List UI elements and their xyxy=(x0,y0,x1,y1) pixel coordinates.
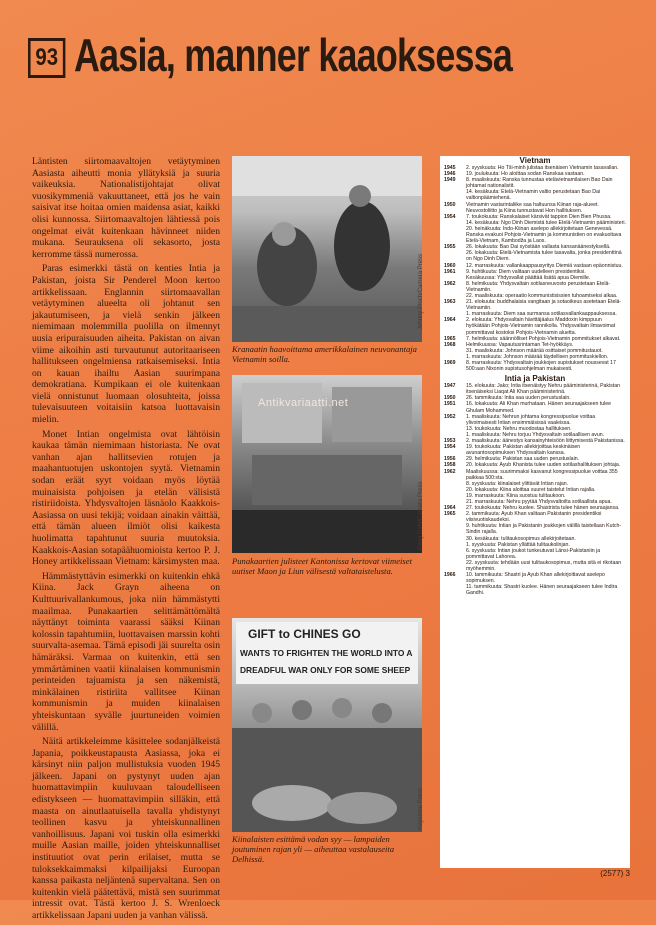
timeline-text: 19. toukokuuta: Pakistan allekirjoittaa keskinäisen avunantosopimuksen Yhdysvaltain kanssa. xyxy=(466,444,581,457)
timeline-year: 1969 xyxy=(444,360,456,366)
timeline-row xyxy=(440,444,630,456)
timeline-row xyxy=(440,189,630,201)
timeline-india-list xyxy=(440,383,630,596)
timeline-year: 1965 xyxy=(444,335,456,342)
timeline-year xyxy=(440,250,466,262)
timeline-row xyxy=(440,317,630,335)
timeline-text: 2. maaliskuuta: äänestys kansainyhteisöön liittymisestä Pakistanissa. xyxy=(466,438,625,445)
timeline-text: 6. syyskuuta: Intian joukot tunkeutuvat Länsi-Pakistaniin ja pommittavat Lahorea. xyxy=(466,547,601,560)
timeline-year: 1964 xyxy=(444,505,456,512)
timeline-year: 1962 xyxy=(444,280,456,287)
article-body xyxy=(32,156,220,925)
timeline-text: 2. tammikuuta: Ayub Khan valitaan Pakistanin presidentiksi viisivuotiskaudeksi. xyxy=(466,511,602,524)
timeline-year: 1953 xyxy=(444,438,456,445)
timeline-year: 1952 xyxy=(444,413,456,420)
timeline-text: 12. marraskuuta: vallankaappausyritys Diemiä vastaan epäonnistuu. xyxy=(466,262,623,269)
banner-text: WANTS TO FRIGHTEN THE WORLD INTO A xyxy=(240,648,413,658)
timeline-text: 2. elokuuta: Yhdysvaltain hävittäjäalus Maddoxin kimppuun hyökätään Pohjois-Vietnamin rannikolla. Yhdysvaltain ilmavoimat pommittavat kostoksi Pohjois-Vietnamin aluetta. xyxy=(466,317,616,336)
timeline-text: 26. lokakuuta: Etelä-Vietnamista tulee tasavalta, jonka presidenttinä on Ngo Dinh Diem. xyxy=(466,250,622,263)
timeline-text: Maaliskuussa: suurimmaksi kasvanut kongressipuolue voittaa 355 paikkaa 500:sta. xyxy=(466,468,618,481)
timeline-year xyxy=(440,548,466,560)
timeline-year: 1961 xyxy=(444,268,456,275)
timeline-text: 20. lokakuuta: Ayub Khanista tulee uuden sotilashallituksen johtaja. xyxy=(466,462,621,469)
timeline-year: 1954 xyxy=(444,444,456,451)
timeline-year: 1951 xyxy=(444,401,456,408)
timeline-row xyxy=(440,469,630,481)
timeline-text: 1. marraskuuta: Johnson määrää täydellisen pommituskiellon. xyxy=(466,353,609,360)
timeline-year: 1946 xyxy=(444,171,456,178)
timeline-text: Vietnamin vastarintaliike saa haltuunsa Kiinan raja-alueet. Neuvostoliitto ja Kiina tunnustavat Hon hallituksen. xyxy=(466,201,599,214)
timeline-year: 1949 xyxy=(444,177,456,184)
timeline-text: 26. tammikuuta: Intia saa uuden perustuslain. xyxy=(466,395,571,402)
timeline-text: 7. toukokuuta: Ranskalaiset kärsivät tappion Dien Bien Phussa. xyxy=(466,213,612,220)
photo-credit: Perry Dahl/Camera Press xyxy=(418,481,424,550)
article-paragraph: Läntisten siirtomaavaltojen vetäytyminen Aasiasta aiheutti monia yllätyksiä ja suuria vaikeuksia. Nationalistijohtajat olivat vuosikymmeniä vakuuttaneet, että jos he vain saisivat itse hoitaa omien maidensa asiat, kaikki olisi kunnossa. Siirtomaavaltojen lähtiessä pois ongelmat eivät kuitenkaan hävinneet niiden mukana. Seurauksena oli sekasorto, josta kerromme tässä numerossa. xyxy=(32,156,220,260)
timeline-row xyxy=(440,548,630,560)
timeline-text: 19. marraskuuta: Kiina suostuu tulitaukoon. xyxy=(466,492,566,499)
timeline-text: 29. helmikuuta: Pakistan saa uuden perustuslain. xyxy=(466,456,580,463)
timeline-year: 1965 xyxy=(444,511,456,518)
photo-protest xyxy=(232,618,422,832)
timeline-text: 10. tammikuuta: Shastri ja Ayub Khan allekirjoittavat aselepo sopimuksen. xyxy=(466,572,605,585)
timeline-text: Helmikuussa: Vapautusrintaman Tet-hyökkäys. xyxy=(466,341,574,348)
timeline-year xyxy=(440,560,466,572)
timeline-text: 20. heinäkuuta: Indo-Kiinan aselepo allekirjoitetaan Genevessä. Ranska evakuoi Pohjois-Vietnamin ja kommunistien on evakuoitava Etelä-Vietnam, Kambodža ja Laos. xyxy=(466,225,622,245)
timeline-text: 14. kesäkuuta: Ngo Dinh Diemistä tulee Etelä-Vietnamin pääministeri. xyxy=(466,219,626,226)
timeline-row xyxy=(440,401,630,413)
timeline-row xyxy=(440,250,630,262)
timeline-year: 1968 xyxy=(444,341,456,348)
timeline-text: 1. maaliskuuta: Nehrun johtama kongressipuolue voittaa ylivoimaisesti Intian ensimmäisissä vaaleissa. xyxy=(466,413,596,426)
timeline-text: 16. lokakuuta: Ali Khan murhataan. Hänen seuraajakseen tulee Ghulam Mohammed. xyxy=(466,401,612,414)
timeline-year: 1962 xyxy=(444,468,456,475)
timeline-text: 19. joulukuuta: Ho aloittaa sodan Ranskaa vastaan. xyxy=(466,171,585,178)
timeline-text: 7. helmikuuta: säännölliset Pohjois-Vietnamin pommitukset alkavat. xyxy=(466,335,621,342)
timeline-row xyxy=(440,584,630,596)
timeline-row xyxy=(440,360,630,372)
timeline-text: 15. elokuuta: Jako; Intia itsenäistyy Nehru pääministerinä, Pakistan itsenäiseksi Liaqat Ali Khan pääministerinä. xyxy=(466,383,620,396)
photo-soldier-image xyxy=(232,156,422,342)
timeline-row xyxy=(440,560,630,572)
timeline-year xyxy=(440,226,466,244)
timeline-row xyxy=(440,572,630,584)
article-paragraph: Paras esimerkki tästä on kenties Intia ja Pakistan, joista Sir Penderel Moon kertoo artikkelissaan. Englannin siirtomaavallan vetäytyminen alueelta oli johtanut sen jakautumiseen, ja vielä senkin jälkeen niemimaan molemmilla puolilla on ilmennyt uusia eripuraisuuden aiheita. Pakistan on aivan viime aikoihin asti turvautunut autoritaariseen hallitukseen ongelmiensa ratkaisemiseksi. Intia on kauan ihailtu Aasian suurimpana demokratiana. Kumpikaan ei ole kuitenkaan vielä onnistunut luomaan olosuhteita, joissa tulevaisuuteen voitaisiin katsoa luottavaisin mielin. xyxy=(32,263,220,426)
timeline-row xyxy=(440,281,630,293)
timeline-row xyxy=(440,202,630,214)
timeline-year xyxy=(440,189,466,201)
photo-credit: Keystone Press xyxy=(418,787,424,830)
timeline-year: 1956 xyxy=(444,456,456,463)
timeline-row xyxy=(440,177,630,189)
timeline-text: 11. tammikuuta: Shastri kuolee. Hänen seuraajakseen tulee Indira Gandhi. xyxy=(466,584,618,597)
photo-protest-image xyxy=(232,618,422,832)
timeline-text: 8. marraskuuta: Yhdysvaltain joukkojen supistukset noussevat 17 500:aan Nixonin supistusohjelman mukaisesti. xyxy=(466,360,616,373)
timeline-row xyxy=(440,523,630,535)
timeline-year: 1947 xyxy=(444,383,456,390)
timeline-year: 1955 xyxy=(444,244,456,251)
timeline-text: 30. kesäkuuta: tulitaukosopimus allekirjoitetaan. xyxy=(466,535,576,542)
timeline-text: 31. maaliskuuta: Johnson määrää osittaiset pommitustauot. xyxy=(466,347,603,354)
timeline-text: 13. toukokuuta: Nehru muodostaa hallituksen. xyxy=(466,425,572,432)
watermark: Antikvariaatti.net xyxy=(258,397,349,409)
timeline-text: 2. syyskuuta: Ho Tši-minh julistaa itsenäisen Vietnamin tasavallan. xyxy=(466,165,619,171)
timeline-year: 1950 xyxy=(444,395,456,402)
issue-number: 93 xyxy=(28,38,65,78)
header xyxy=(28,29,628,94)
timeline-year xyxy=(440,584,466,596)
timeline-row xyxy=(440,511,630,523)
page-title: Aasia, manner kaaoksessa xyxy=(74,29,513,81)
timeline-year: 1954 xyxy=(444,213,456,220)
timeline-text: 9. huhtikuuta: Diem valitaan uudelleen presidentiksi. xyxy=(466,268,586,275)
timeline-text: 27. toukokuuta: Nehru kuolee. Shastrista tulee hänen seuraajansa. xyxy=(466,505,620,512)
timeline-text: 20. lokakuuta: Kiina aloittaa suuret taistelut Intian rajalla. xyxy=(466,486,596,493)
timeline-year: 1964 xyxy=(444,317,456,324)
timeline-heading-india: Intia ja Pakistan xyxy=(504,374,566,384)
timeline-heading-vietnam: Vietnam xyxy=(519,156,551,165)
timeline-vietnam-list xyxy=(440,165,630,372)
timeline-year xyxy=(440,523,466,535)
timeline-row xyxy=(440,299,630,311)
timeline-text: Kesäkuussa: Yhdysvallat päättää lisätä apua Diemille. xyxy=(466,274,591,281)
timeline-text: 1. marraskuuta: Diem saa surmansa sotilasvallankaappauksessa. xyxy=(466,311,617,318)
banner-text: GIFT to CHINES GO xyxy=(248,627,361,641)
timeline-year: 1958 xyxy=(444,462,456,469)
timeline-text: 26. lokakuuta: Bao Dai syöstään vallasta kansanäänestyksellä. xyxy=(466,244,611,251)
timeline-row xyxy=(440,383,630,395)
timeline-text: 14. kesäkuuta: Etelä-Vietnamin valtio perustetaan Bao Dai valtionpäämiehenä. xyxy=(466,189,600,202)
timeline-sidebar xyxy=(440,156,630,868)
timeline-text: 22. maaliskuuta: operaatio kommunistisissien tuhoamiseksi alkaa. xyxy=(466,292,618,299)
page-number: (2577) 3 xyxy=(600,869,630,878)
photo-caption: Kiinalaisten esittämä vodan syy — lampaiden joutuminen rajan yli — aiheuttaa vastalauseita Delhissä. xyxy=(232,834,395,864)
article-paragraph: Monet Intian ongelmista ovat lähtöisin kaukaa tämän niemimaan historiasta. Ne ovat vanhan ajan hallitsevien rotujen ja maahantuotujen uskontojen syytä. Vietnamin sodan eräät syyt voidaan myös löytää muinaisista pohjoisen ja etelän välisistä ristiriidoista. Yhdysvaltojen läsnäolo Kaakkois-Aasiassa on uusi tekijä; voidaan ainakin väittää, että tämän alueen ilmiöt olisi kaikesta huolimatta tapahtunut suuria muutoksia. Kaakkois-Aasian sotapäähuomioista kertoo P. J. Honey artikkelissaan Vietnam: kärsimysten maa. xyxy=(32,428,220,568)
timeline-text: 1. maaliskuuta: Nehru torjuu Yhdysvaltain sotilaallisen avun. xyxy=(466,431,605,438)
timeline-year: 1945 xyxy=(444,165,456,171)
timeline-text: 9. huhtikuuta: Intian ja Pakistanin joukkojen välillä taistellaan Kutch-Sindin rajalla. xyxy=(466,523,622,536)
timeline-year: 1960 xyxy=(444,262,456,269)
timeline-year: 1963 xyxy=(444,299,456,306)
photo-caption: Kranaatin haavoittama amerikkalainen neuvonantaja Vietnamin soilla. xyxy=(232,344,417,364)
timeline-row xyxy=(440,226,630,244)
article-paragraph: Näitä artikkeleimme käsittelee sodanjälkeistä Japania, poikkeustapausta Aasiassa, joka ei kärsinyt niin paljon mullistuksia vuoden 1945 jälkeen. Japani on pystynyt uuden ajan huomattavimpiin kuuluvaan taloudelliseen edistykseen — huomattavimpiin silläkin, että maasta on ainutlaatuisella tavalla yhdistynyt teollinen kasvu ja yhteiskunnallinen vanhoillisuus. Japani voi tuskin olla esimerkki muille Aasian maille, joiden yhteiskunnalliset instituutiot ovat perin erilaiset, mutta se tuloksekkaimmaksi kilpailijaksi Euroopan kanssa paikasta neljäntenä supervaltana. Sen on kuitenkin vielä päätettävä, mistä sen suurimmat intressit ovat. Tästä kertoo J. S. Wrenloeck artikkelissaan Japani uuden ja vanhan välissä. xyxy=(32,736,220,921)
photo-soldier xyxy=(232,156,422,342)
timeline-year: 1966 xyxy=(444,572,456,579)
timeline-text: 8. syyskuuta: kiinalaiset ylittävät Intian rajan. xyxy=(466,480,569,487)
timeline-row xyxy=(440,414,630,426)
photo-caption: Punakaartien julisteet Kantonissa kertovat viimeiset uutiset Maon ja Liun välisestä valtataistelusta. xyxy=(232,556,412,576)
banner-text: DREADFUL WAR ONLY FOR SOME SHEEP xyxy=(240,665,411,675)
timeline-text: 8. helmikuuta: Yhdysvaltain sotilasneuvosto perustetaan Etelä-Vietnamiin. xyxy=(466,280,611,293)
timeline-text: 21. elokuuta: buddhalaisia vangitaan ja sotaoikeus asetetaan Etelä-Vietnamiin. xyxy=(466,299,622,312)
timeline-text: 8. maaliskuuta: Ranska tunnustaa etelävietnamilaisen Bao Dain johtamat nationalistit. xyxy=(466,177,613,190)
timeline-text: 21. marraskuuta: Nehru pyytää Yhdysvaltoilta sotilaallista apua. xyxy=(466,498,612,505)
timeline-text: 22. syyskuuta: tehdään uusi tulitaukosopimus, mutta sitä ei rikotaan myöhemmin. xyxy=(466,559,622,572)
photo-credit: Johnny Ploch/Camera Press xyxy=(418,253,424,330)
article-paragraph: Hämmästyttävin esimerkki on kuitenkin ehkä Kiina. Jack Grayn aiheena on Kulttuurivallankumous, joka niin hämmästytti maailmaa. Punakaartien selittämättömältä näyttänyt toiminta vaarassi sääksi Kiinan kolossin tapahtumiin, luottavaisen marssin kohti suurvalta-asemaa. Tämä episodi jäi suurelta osin hämäräksi. Varmaa on kuitenkin, että sen ymmärtäminen vaatii kiinalaisen kommunismin perinteiden tajuamista ja sen näkemistä, minkälainen ristiriita vallitsee Kiinan kommunismin ja muiden kiinalaisen yhteiskuntaan syvälle juurtuneiden voimien välillä. xyxy=(32,570,220,733)
timeline-text: 1. syyskuuta: Pakistan yllättää tulitaukolinjan. xyxy=(466,541,570,548)
timeline-year: 1950 xyxy=(444,201,456,208)
